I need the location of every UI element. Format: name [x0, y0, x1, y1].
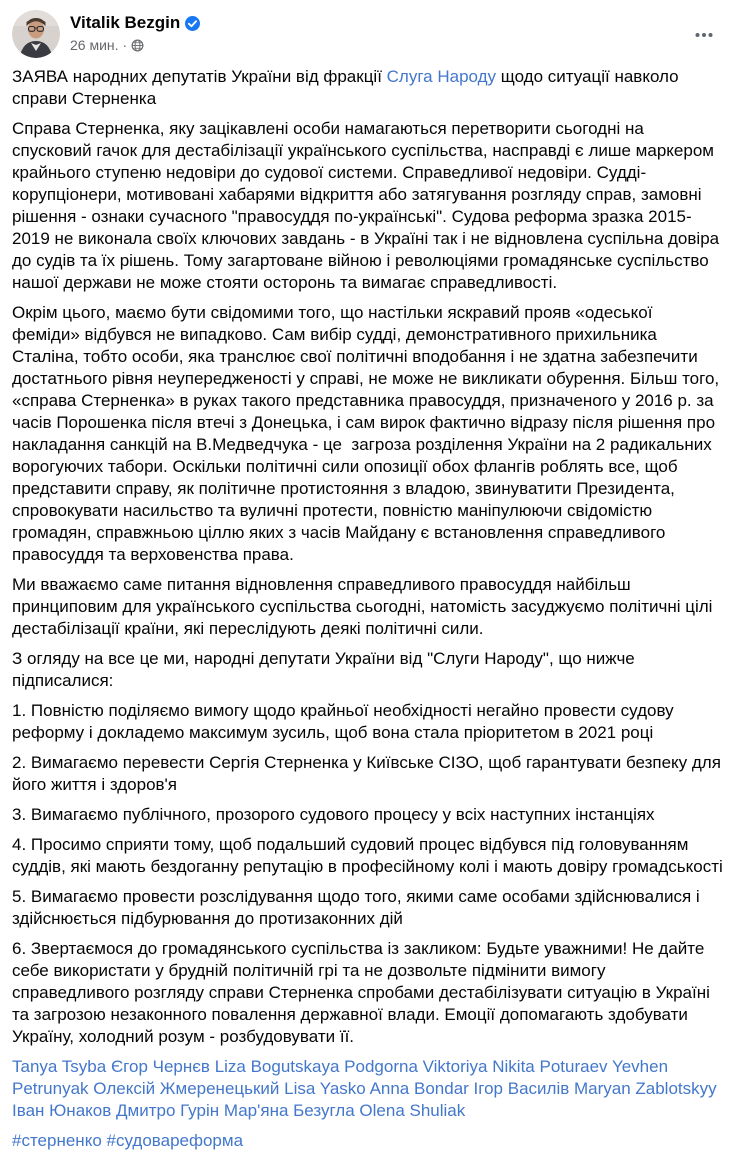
post-paragraph [12, 752, 726, 796]
post-header [12, 10, 723, 58]
globe-icon [131, 39, 144, 52]
paragraph-text: З огляду на все це ми, народні депутати України від "Слуги Народу", що нижче підписалися: [12, 649, 640, 690]
post-paragraph [12, 66, 723, 110]
post-paragraph [12, 118, 723, 294]
mention-link[interactable]: Дмитро Гурін [116, 1101, 220, 1120]
paragraph-text: 4. Просимо сприяти тому, щоб подальший судовий процес відбувся під головуванням суддів, які мають бездоганну репутацію в професійному колі і мають довіру громадськості [12, 835, 723, 876]
paragraph-text: Ми вважаємо саме питання відновлення справедливого правосуддя найбільш принциповим для українського суспільства сьогодні, натомість засуджуємо політичні цілі дестабілізації країни, які переслідують деякі політичні сили. [12, 575, 718, 638]
post-paragraph [12, 938, 723, 1048]
post-body [12, 66, 726, 1152]
mention-link[interactable]: Olena Shuliak [359, 1101, 466, 1120]
tagged-people [12, 1056, 723, 1122]
paragraph-text: 2. Вимагаємо перевести Сергія Стерненка у Київське СІЗО, щоб гарантувати безпеку для його життя і здоров'я [12, 753, 726, 794]
verified-badge-icon [185, 16, 200, 31]
paragraph-text: 1. Повністю поділяємо вимогу щодо крайньої необхідності негайно провести судову реформу і докладемо максимум зусиль, щоб вона стала пріоритетом в 2021 році [12, 701, 679, 742]
post-meta [70, 37, 200, 53]
mention-link[interactable]: Maryan Zablotskyy [573, 1079, 717, 1098]
avatar[interactable] [12, 10, 60, 58]
post-paragraph [12, 834, 723, 878]
hashtag-link[interactable]: #судовареформа [106, 1131, 244, 1150]
author-block [70, 10, 200, 53]
paragraph-text: Справа Стерненка, яку зацікавлені особи намагаються перетворити сьогодні на спусковий гачок для дестабілізації українського суспільства, насправді є лише маркером крайнього ступеню недовіри до судової системи. Справедливої недовіри. Судді-корупціонери, мотивовані хабарями відкриття або затягування розгляду справ, замовні рішення - ознаки сучасного "правосуддя по-українські". Судова реформа зразка 2015-2019 не виконала своїх ключових завдань - в Україні так і не відновлена суспільна довіра до судів та їх рішень. Тому загартоване війною і революціями громадянське суспільство нашої держави не може стояти осторонь та вимагає справедливості. [12, 119, 724, 292]
avatar-photo [12, 10, 60, 58]
mention-link[interactable]: Lisa Yasko [284, 1079, 366, 1098]
more-options-button[interactable] [687, 18, 721, 52]
post-paragraph [12, 648, 723, 692]
meta-separator: · [122, 37, 128, 53]
mention-link[interactable]: Ігор Василів [473, 1079, 570, 1098]
paragraph-text: 3. Вимагаємо публічного, прозорого судового процесу у всіх наступних інстанціях [12, 805, 655, 824]
mention-link[interactable]: Мар'яна Безугла [223, 1101, 355, 1120]
paragraph-text: щодо ситуації навколо справи Стерненка [12, 67, 684, 108]
mention-link[interactable]: Єгор Чернєв [110, 1057, 210, 1076]
mention-link[interactable]: Tanya Tsyba [12, 1057, 107, 1076]
post-paragraph [12, 700, 723, 744]
mention-link[interactable]: Podgorna Viktoriya [344, 1057, 488, 1076]
mention-link[interactable]: Nikita Poturaev [492, 1057, 608, 1076]
mention-link[interactable]: Олексій Жмеренецький [93, 1079, 280, 1098]
paragraph-text: 5. Вимагаємо провести розслідування щодо того, якими саме особами здійснювалися і здійснюється підбурювання до протизаконних дій [12, 887, 705, 928]
mention-link[interactable]: Liza Bogutskaya [214, 1057, 340, 1076]
mention-link[interactable]: Іван Юнаков [12, 1101, 112, 1120]
post-paragraph [12, 302, 723, 566]
post-paragraph [12, 804, 723, 826]
timestamp[interactable]: 26 мин. [70, 37, 119, 53]
page-link[interactable]: Слуга Народу [386, 67, 497, 86]
post-paragraph [12, 574, 723, 640]
author-name[interactable]: Vitalik Bezgin [70, 13, 181, 32]
paragraph-text: Окрім цього, маємо бути свідомими того, що настільки яскравий прояв «одеської феміди» відбувся не випадково. Сам вибір судді, демонстративного прихильника Сталіна, тобто особи, яка транслює свої політичні вподобання і не здатна забезпечити достатнього рівня неупередженості у справі, не може не викликати обурення. Більш того, «справа Стерненка» в руках такого представника правосуддя, призначеного у 2016 р. за часів Порошенка після втечі з Донецька, і сам вирок фактично відразу після рішення про накладання санкцій на В.Медведчука - це загроза розділення України на 2 радикальних ворогуючих табори. Оскільки політичні сили опозиції обох флангів роблять все, щоб представити справу, як політичне протистояння з владою, звинуватити Президента, спровокувати насильство та вуличні протести, повністю маніпулюючи свідомістю громадян, справжньою ціллю яких з часів Майдану є встановлення справедливого правосуддя та верховенства права. [12, 303, 724, 564]
hashtag-link[interactable]: #стерненко [12, 1131, 102, 1150]
post-paragraph [12, 886, 723, 930]
mention-link[interactable]: Yevhen Petrunyak [12, 1057, 673, 1098]
hashtags [12, 1130, 723, 1152]
paragraph-text: 6. Звертаємося до громадянського суспільства із закликом: Будьте уважними! Не дайте себе використати у брудній політичній грі та не дозвольте підмінити вимогу справедливого розгляду справи Стерненка спробами дестабілізувати ситуацію в Україні та загрозою незаконного повалення державної влади. Емоції допомагають здобувати Україну, холодний розум - розбудовувати її. [12, 939, 715, 1046]
mention-link[interactable]: Anna Bondar [369, 1079, 469, 1098]
paragraph-text: ЗАЯВА народних депутатів України від фракції [12, 67, 387, 86]
author-row [70, 13, 200, 33]
ellipsis-icon [694, 25, 714, 45]
